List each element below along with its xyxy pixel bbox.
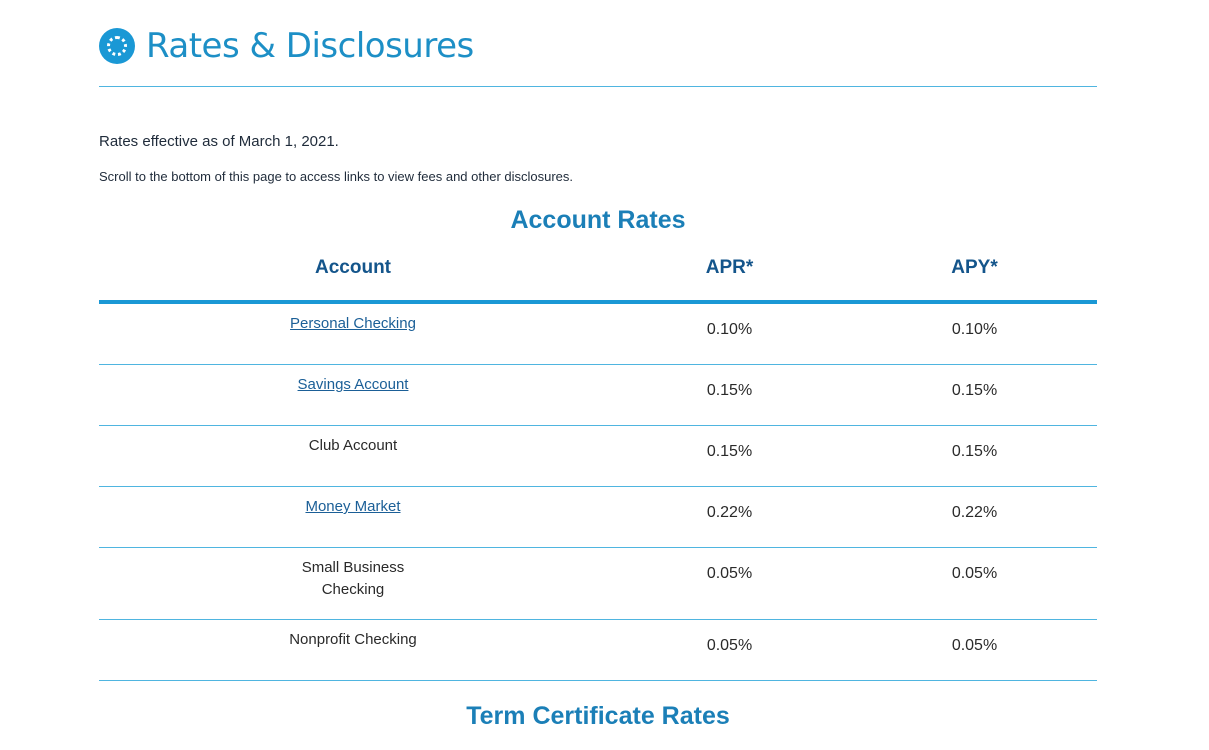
table-row <box>99 426 1097 487</box>
money-market-link[interactable]: Money Market <box>305 498 401 515</box>
account-rates-table <box>99 250 1097 681</box>
scroll-note: Scroll to the bottom of this page to access links to view fees and other disclosures. <box>99 169 574 184</box>
apr-cell: 0.15% <box>607 426 852 487</box>
title-divider <box>99 86 1097 87</box>
apy-cell: 0.05% <box>852 620 1097 681</box>
account-cell <box>99 302 607 365</box>
apr-cell: 0.05% <box>607 620 852 681</box>
nonprofit-checking-label: Nonprofit Checking <box>289 631 417 648</box>
apy-cell: 0.05% <box>852 548 1097 620</box>
account-cell <box>99 487 607 548</box>
small-business-checking-label: Small Business Checking <box>301 559 405 598</box>
apr-cell: 0.22% <box>607 487 852 548</box>
apr-cell: 0.15% <box>607 365 852 426</box>
column-header-account: Account <box>99 250 607 302</box>
savings-account-link[interactable]: Savings Account <box>297 376 409 393</box>
account-cell <box>99 365 607 426</box>
logo-ring <box>107 36 127 56</box>
page-title: Rates & Disclosures <box>146 26 474 66</box>
personal-checking-link[interactable]: Personal Checking <box>290 315 416 332</box>
account-rates-heading: Account Rates <box>510 206 686 234</box>
account-cell <box>99 426 607 487</box>
apy-cell: 0.15% <box>852 426 1097 487</box>
page-header <box>99 24 474 68</box>
apy-cell: 0.15% <box>852 365 1097 426</box>
account-cell <box>99 620 607 681</box>
apr-cell: 0.10% <box>607 302 852 365</box>
table-row <box>99 302 1097 365</box>
table-row <box>99 487 1097 548</box>
rates-effective-date: Rates effective as of March 1, 2021. <box>99 133 339 150</box>
apy-cell: 0.10% <box>852 302 1097 365</box>
column-header-apr: APR* <box>607 250 852 302</box>
club-account-label: Club Account <box>308 437 398 454</box>
table-row <box>99 548 1097 620</box>
apr-cell: 0.05% <box>607 548 852 620</box>
term-certificate-rates-heading: Term Certificate Rates <box>466 702 730 730</box>
table-row <box>99 365 1097 426</box>
circle-ring-logo-icon <box>99 28 135 64</box>
table-header-row <box>99 250 1097 302</box>
table-row <box>99 620 1097 681</box>
column-header-apy: APY* <box>852 250 1097 302</box>
apy-cell: 0.22% <box>852 487 1097 548</box>
account-cell <box>99 548 607 620</box>
